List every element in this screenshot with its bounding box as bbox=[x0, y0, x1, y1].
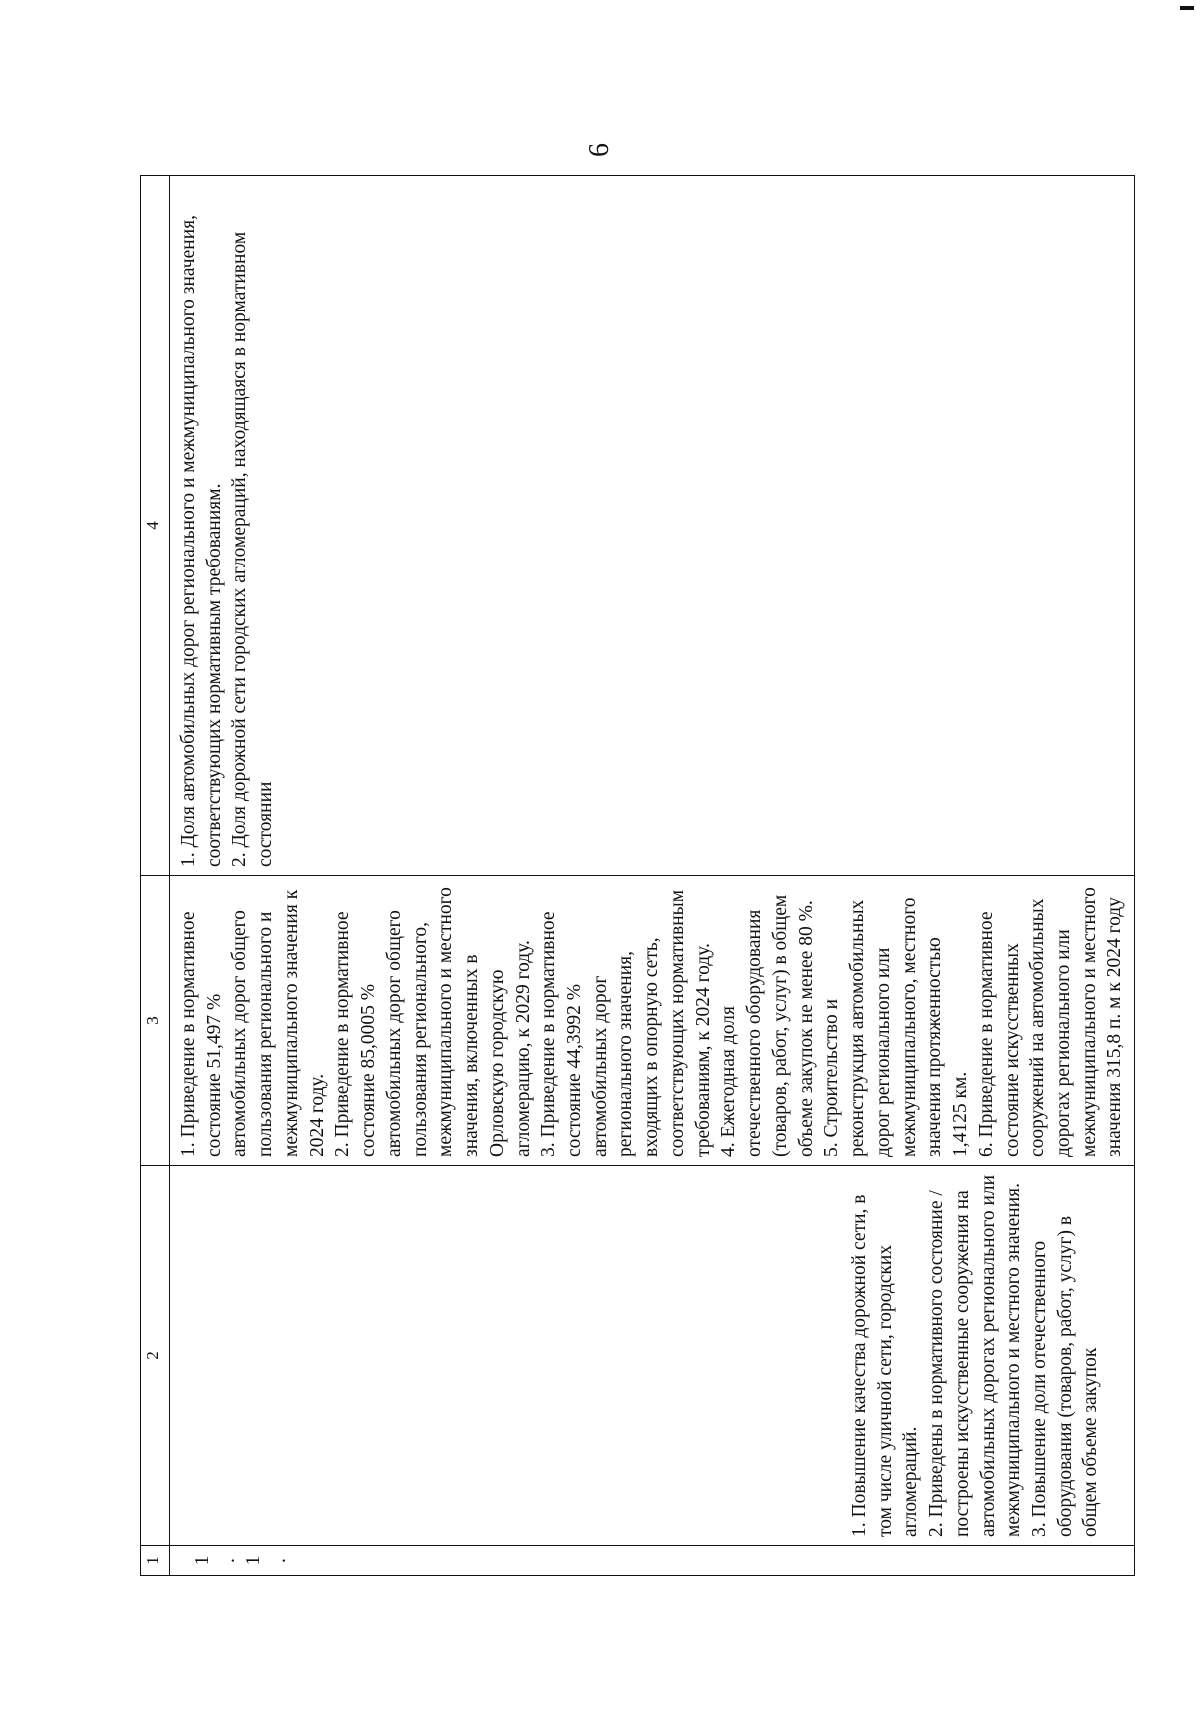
row-number: 1.1. bbox=[170, 1546, 1135, 1576]
result-item: 6. Приведение в нормативное состояние искусственных сооружений на автомобильных дорогах регионального или межмуниципального и местного значения 315,8 п. м к 2024 году bbox=[975, 887, 1126, 1157]
header-cell-4: 4 bbox=[141, 176, 170, 876]
header-cell-3: 3 bbox=[141, 876, 170, 1166]
indicator-item: 2. Доля дорожной сети городских агломераций, находящаяся в нормативном состоянии bbox=[229, 231, 277, 867]
result-item: 3. Приведение в нормативное состояние 44,3992 % автомобильных дорог регионального значения, входящих в опорную сеть, соответствующих нормативным требованиям, к 2024 году. bbox=[538, 889, 714, 1157]
rotated-document-sheet bbox=[30, 96, 1170, 1616]
indicators-table bbox=[140, 175, 1135, 1576]
indicator-item: 1. Доля автомобильных дорог регионального и межмуниципального значения, соответствующих нормативным требованиям. bbox=[178, 215, 225, 867]
page-number: 6 bbox=[584, 143, 615, 157]
table-row bbox=[170, 176, 1135, 1576]
header-cell-1: 1 bbox=[141, 1546, 170, 1576]
task-item: 2. Приведены в нормативного состояние / построены искусственные сооружения на автомобильных дорогах регионального или межмуниципального и местного значения. bbox=[926, 1174, 1025, 1537]
result-item: 2. Приведение в нормативное состояние 85,0005 % автомобильных дорог общего пользования регионального, межмуниципального и местного значения, включенных в Орловскую городскую агломерацию, к 2029 году. bbox=[332, 887, 534, 1157]
task-item: 1. Повышение качества дорожной сети, в том числе уличной сети, городских агломераций. bbox=[848, 1194, 922, 1537]
table-header-row bbox=[141, 176, 170, 1576]
result-item: 5. Строительство и реконструкция автомобильных дорог регионального или межмуниципального, местного значения протяженностью 1,4125 км. bbox=[821, 897, 972, 1157]
indicators-cell bbox=[170, 176, 1135, 876]
results-cell bbox=[170, 876, 1135, 1166]
result-item: 4. Ежегодная доля отечественного оборудования (товаров, работ, услуг) в общем объеме закупок не менее 80 %. bbox=[718, 894, 817, 1157]
task-item: 3. Повышение доли отечественного оборудования (товаров, работ, услуг) в общем объеме закупок bbox=[1028, 1215, 1102, 1537]
header-cell-2: 2 bbox=[141, 1166, 170, 1546]
scan-edge-mark bbox=[1180, 6, 1194, 10]
tasks-cell bbox=[170, 1166, 1135, 1546]
result-item: 1. Приведение в нормативное состояние 51,497 % автомобильных дорог общего пользования регионального и межмуниципального значения к 2024 году. bbox=[178, 889, 328, 1157]
